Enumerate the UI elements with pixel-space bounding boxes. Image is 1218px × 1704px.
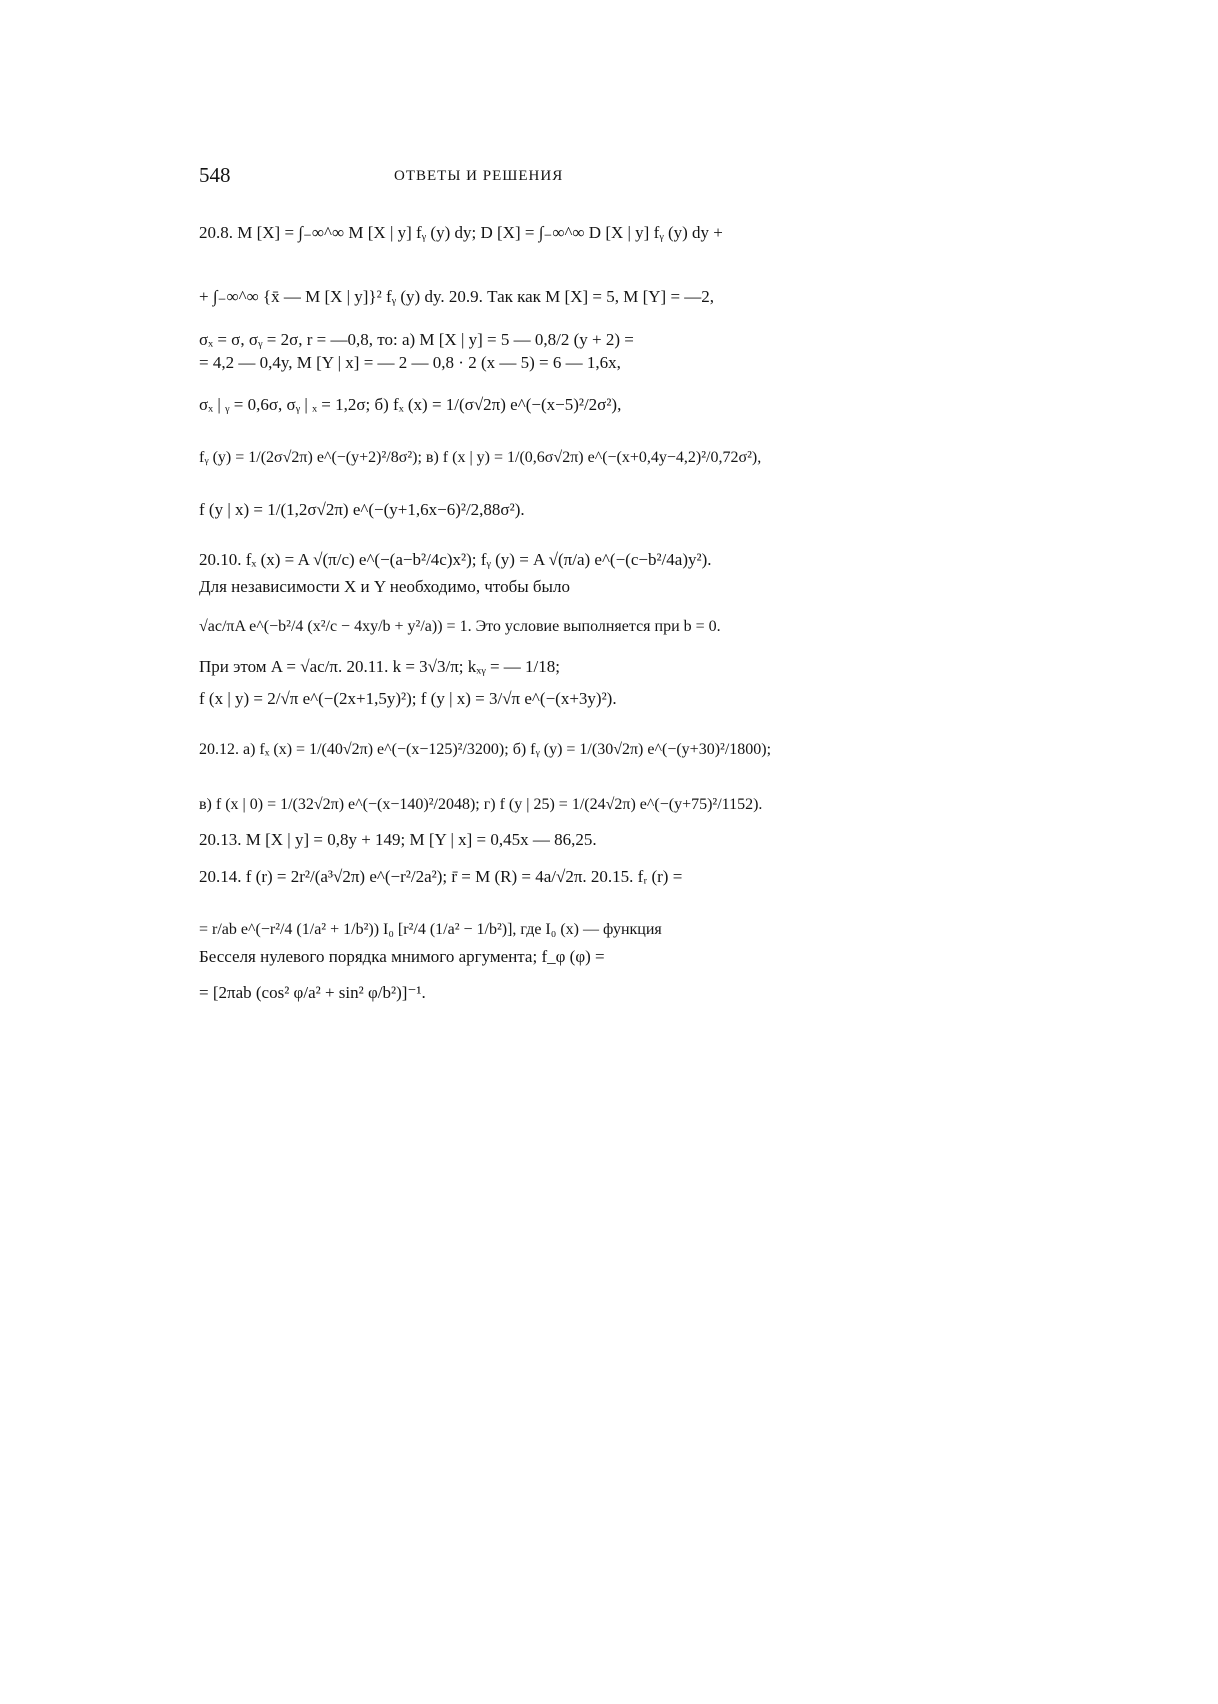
page-number: 548 — [199, 163, 231, 187]
answer-20-10-line-3: √ac/πA e^(−b²/4 (x²/c − 4xy/b + y²/a)) = 1. Это условие выполняется при b = 0. — [199, 618, 721, 635]
answer-20-9-line-5: f (y | x) = 1/(1,2σ√2π) e^(−(y+1,6x−6)²/2,88σ²). — [199, 500, 525, 519]
page-body — [199, 205, 772, 1105]
answer-20-15-line-1: = r/ab e^(−r²/4 (1/a² + 1/b²)) I₀ [r²/4 (1/a² − 1/b²)], где I₀ (x) — функция — [199, 921, 662, 938]
answer-20-9-line-4: fᵧ (y) = 1/(2σ√2π) e^(−(y+2)²/8σ²); в) f (x | y) = 1/(0,6σ√2π) e^(−(x+0,4y−4,2)²/0,72σ²), — [199, 449, 762, 466]
answer-20-15-line-2: Бесселя нулевого порядка мнимого аргумента; f_φ (φ) = — [199, 947, 605, 966]
answer-20-9-line-2: = 4,2 — 0,4y, M [Y | x] = — 2 — 0,8 · 2 (x — 5) = 6 — 1,6x, — [199, 353, 621, 372]
answer-20-10-line-1: 20.10. fₓ (x) = A √(π/c) e^(−(a−b²/4c)x²); fᵧ (y) = A √(π/a) e^(−(c−b²/4a)y²). — [199, 550, 712, 569]
running-head: ОТВЕТЫ И РЕШЕНИЯ — [394, 168, 564, 184]
answer-20-8-line-1: 20.8. M [X] = ∫₋∞^∞ M [X | y] fᵧ (y) dy; D [X] = ∫₋∞^∞ D [X | y] fᵧ (y) dy + — [199, 223, 723, 242]
answer-20-13: 20.13. M [X | y] = 0,8y + 149; M [Y | x] = 0,45x — 86,25. — [199, 830, 597, 849]
page-header — [199, 163, 754, 197]
answer-20-9-line-3: σₓ | ᵧ = 0,6σ, σᵧ | ₓ = 1,2σ; б) fₓ (x) = 1/(σ√2π) e^(−(x−5)²/2σ²), — [199, 395, 622, 414]
answer-20-11-line-1: При этом A = √ac/π. 20.11. k = 3√3/π; kₓᵧ = — 1/18; — [199, 657, 561, 676]
answer-20-15-line-3: = [2πab (cos² φ/a² + sin² φ/b²)]⁻¹. — [199, 983, 426, 1002]
answer-20-12-line-1: 20.12. а) fₓ (x) = 1/(40√2π) e^(−(x−125)²/3200); б) fᵧ (y) = 1/(30√2π) e^(−(y+30)²/1800); — [199, 741, 772, 758]
answer-20-10-line-2: Для независимости X и Y необходимо, чтобы было — [199, 577, 570, 596]
answer-20-8-line-2: + ∫₋∞^∞ {x̄ — M [X | y]}² fᵧ (y) dy. 20.9. Так как M [X] = 5, M [Y] = —2, — [199, 287, 715, 306]
answer-20-14-line-1: 20.14. f (r) = 2r²/(a³√2π) e^(−r²/2a²); r̄ = M (R) = 4a/√2π. 20.15. fᵣ (r) = — [199, 867, 683, 886]
answer-20-11-line-2: f (x | y) = 2/√π e^(−(2x+1,5y)²); f (y | x) = 3/√π e^(−(x+3y)²). — [199, 689, 617, 708]
answer-20-12-line-2: в) f (x | 0) = 1/(32√2π) e^(−(x−140)²/2048); г) f (y | 25) = 1/(24√2π) e^(−(y+75)²/1152). — [199, 796, 763, 813]
answer-20-9-line-1: σₓ = σ, σᵧ = 2σ, r = —0,8, то: а) M [X | y] = 5 — 0,8/2 (y + 2) = — [199, 330, 634, 349]
